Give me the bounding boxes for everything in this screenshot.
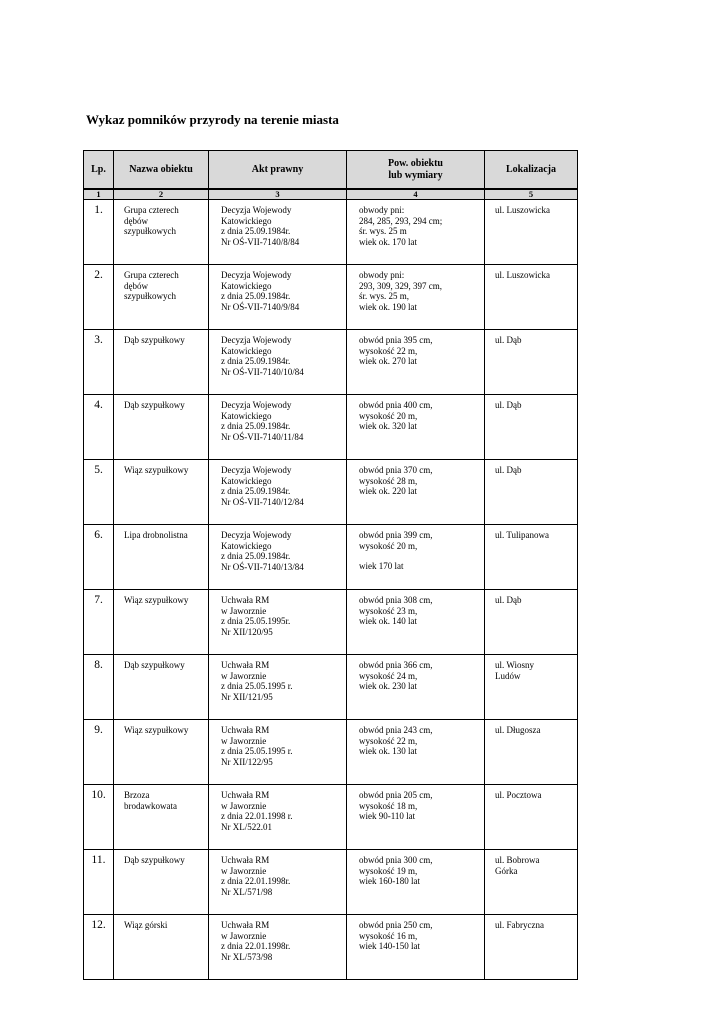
cell-akt-prawny-line: w Jaworznie <box>221 735 267 746</box>
cell-akt-prawny-line: Katowickiego <box>221 280 272 291</box>
cell-lokalizacja-line: Górka <box>495 865 518 876</box>
cell-wymiary-line: wiek ok. 230 lat <box>359 681 417 692</box>
cell-lokalizacja-line: ul. Pocztowa <box>495 790 542 800</box>
cell-akt-prawny-line: Uchwała RM <box>221 920 270 930</box>
cell-akt-prawny-line: z dnia 25.09.1984r. <box>221 291 291 302</box>
cell-wymiary-line: 293, 309, 329, 397 cm, <box>359 280 442 291</box>
cell-akt-prawny-line: z dnia 25.05.1995 r. <box>221 681 293 692</box>
cell-wymiary-line: obwód pnia 399 cm, <box>359 530 433 540</box>
cell-nazwa <box>114 200 209 265</box>
cell-nazwa <box>114 395 209 460</box>
cell-lokalizacja-line: ul. Luszowicka <box>495 205 550 215</box>
cell-wymiary-line: wysokość 23 m, <box>359 605 418 616</box>
cell-akt-prawny-line: Nr OŚ-VII-7140/8/84 <box>221 236 300 247</box>
cell-wymiary <box>347 460 485 525</box>
cell-wymiary <box>347 915 485 980</box>
cell-nazwa <box>114 460 209 525</box>
header-lp: Lp. <box>84 151 114 190</box>
cell-wymiary-line: wiek 90-110 lat <box>359 811 416 822</box>
cell-akt-prawny-line: w Jaworznie <box>221 605 267 616</box>
cell-wymiary-line: wysokość 22 m, <box>359 735 418 746</box>
cell-nazwa-line: Brzoza <box>124 790 150 800</box>
cell-akt-prawny-line: z dnia 22.01.1998r. <box>221 876 291 887</box>
cell-akt-prawny-line: Nr XL/573/98 <box>221 951 273 962</box>
cell-nazwa <box>114 655 209 720</box>
cell-wymiary-line: śr. wys. 25 m, <box>359 291 410 302</box>
cell-nazwa <box>114 265 209 330</box>
cell-wymiary-line: wysokość 20 m, <box>359 410 418 421</box>
cell-lokalizacja-line: ul. Tulipanowa <box>495 530 550 540</box>
cell-akt-prawny-line: z dnia 25.05.1995 r. <box>221 746 293 757</box>
header-lokalizacja: Lokalizacja <box>485 151 578 190</box>
cell-akt-prawny <box>209 850 347 915</box>
cell-akt-prawny-line: Katowickiego <box>221 215 272 226</box>
cell-lokalizacja-line: ul. Fabryczna <box>495 920 544 930</box>
cell-wymiary-line: śr. wys. 25 m <box>359 226 407 237</box>
cell-wymiary-line: wiek ok. 130 lat <box>359 746 417 757</box>
cell-lokalizacja-line: ul. Dąb <box>495 335 522 345</box>
cell-nazwa-line: szypułkowych <box>124 226 176 237</box>
cell-lokalizacja <box>485 720 578 785</box>
cell-akt-prawny-line: Katowickiego <box>221 345 272 356</box>
cell-akt-prawny-line: Decyzja Wojewody <box>221 205 292 215</box>
cell-nazwa-line: Grupa czterech <box>124 205 179 215</box>
cell-wymiary <box>347 330 485 395</box>
cell-wymiary <box>347 525 485 590</box>
header-pow-line1: Pow. obiektu <box>387 157 443 169</box>
cell-wymiary-line: wiek 170 lat <box>359 561 404 572</box>
cell-lokalizacja-line: Ludów <box>495 670 521 681</box>
cell-wymiary-line: obwód pnia 395 cm, <box>359 335 433 345</box>
cell-lokalizacja <box>485 265 578 330</box>
cell-wymiary <box>347 265 485 330</box>
cell-akt-prawny-line: z dnia 25.09.1984r. <box>221 356 291 367</box>
cell-akt-prawny-line: Decyzja Wojewody <box>221 270 292 280</box>
cell-akt-prawny-line: Decyzja Wojewody <box>221 335 292 345</box>
cell-wymiary-line: 284, 285, 293, 294 cm; <box>359 215 443 226</box>
cell-wymiary <box>347 785 485 850</box>
cell-nazwa-line: dębów <box>124 215 148 226</box>
cell-akt-prawny <box>209 330 347 395</box>
cell-nazwa-line: Lipa drobnolistna <box>124 530 188 540</box>
table-row <box>84 395 578 460</box>
cell-akt-prawny-line: Nr XII/122/95 <box>221 756 273 767</box>
cell-nazwa-line: Wiąz szypułkowy <box>124 465 189 475</box>
cell-akt-prawny-line: w Jaworznie <box>221 800 267 811</box>
cell-lokalizacja-line: ul. Dąb <box>495 400 522 410</box>
cell-wymiary-line: wysokość 24 m, <box>359 670 418 681</box>
header-pow <box>347 151 485 190</box>
cell-wymiary-line: wysokość 16 m, <box>359 930 418 941</box>
cell-lokalizacja <box>485 785 578 850</box>
cell-lp: 11. <box>84 850 114 915</box>
cell-akt-prawny-line: Nr XII/120/95 <box>221 626 273 637</box>
cell-nazwa <box>114 850 209 915</box>
cell-nazwa-line: szypułkowych <box>124 291 176 302</box>
cell-lp: 4. <box>84 395 114 460</box>
cell-akt-prawny-line: Uchwała RM <box>221 660 270 670</box>
cell-akt-prawny-line: Uchwała RM <box>221 595 270 605</box>
cell-akt-prawny-line: w Jaworznie <box>221 865 267 876</box>
cell-nazwa-line: Wiąz szypułkowy <box>124 595 189 605</box>
cell-akt-prawny-line: Decyzja Wojewody <box>221 530 292 540</box>
column-number: 1 <box>84 189 114 200</box>
cell-wymiary <box>347 395 485 460</box>
cell-lokalizacja <box>485 850 578 915</box>
cell-nazwa <box>114 915 209 980</box>
cell-wymiary-line: wiek 160-180 lat <box>359 876 420 887</box>
cell-wymiary-line: wysokość 18 m, <box>359 800 418 811</box>
cell-akt-prawny-line: Nr XL/571/98 <box>221 886 273 897</box>
cell-akt-prawny <box>209 525 347 590</box>
cell-lokalizacja <box>485 655 578 720</box>
cell-nazwa-line: Grupa czterech <box>124 270 179 280</box>
cell-wymiary-line: wiek ok. 190 lat <box>359 301 417 312</box>
cell-lokalizacja <box>485 590 578 655</box>
cell-lokalizacja <box>485 200 578 265</box>
cell-nazwa-line: Dąb szypułkowy <box>124 335 185 345</box>
cell-wymiary-line: wiek ok. 220 lat <box>359 486 417 497</box>
header-akt: Akt prawny <box>209 151 347 190</box>
cell-lp: 10. <box>84 785 114 850</box>
table-row <box>84 590 578 655</box>
table-row <box>84 915 578 980</box>
cell-nazwa-line: Wiąz szypułkowy <box>124 725 189 735</box>
cell-akt-prawny-line: w Jaworznie <box>221 930 267 941</box>
cell-akt-prawny-line: Uchwała RM <box>221 855 270 865</box>
header-nazwa: Nazwa obiektu <box>114 151 209 190</box>
document-title: Wykaz pomników przyrody na terenie miasta <box>86 112 339 127</box>
cell-akt-prawny <box>209 655 347 720</box>
cell-akt-prawny-line: z dnia 22.01.1998r. <box>221 941 291 952</box>
cell-lp: 7. <box>84 590 114 655</box>
cell-akt-prawny-line: Nr OŚ-VII-7140/11/84 <box>221 431 304 442</box>
table-row <box>84 460 578 525</box>
cell-akt-prawny-line: w Jaworznie <box>221 670 267 681</box>
cell-lp: 1. <box>84 200 114 265</box>
cell-lp: 8. <box>84 655 114 720</box>
cell-wymiary-line: obwody pni: <box>359 270 405 280</box>
cell-akt-prawny <box>209 785 347 850</box>
cell-lp: 5. <box>84 460 114 525</box>
cell-akt-prawny-line: z dnia 25.09.1984r. <box>221 551 291 562</box>
cell-lokalizacja-line: ul. Dąb <box>495 595 522 605</box>
cell-wymiary <box>347 200 485 265</box>
table-body <box>84 200 578 980</box>
cell-wymiary-line: wiek ok. 170 lat <box>359 236 417 247</box>
cell-akt-prawny-line: Nr OŚ-VII-7140/10/84 <box>221 366 304 377</box>
cell-wymiary-line: obwód pnia 308 cm, <box>359 595 433 605</box>
cell-nazwa-line: dębów <box>124 280 148 291</box>
table-row <box>84 200 578 265</box>
column-number: 3 <box>209 189 347 200</box>
cell-wymiary-line: obwód pnia 250 cm, <box>359 920 433 930</box>
cell-akt-prawny <box>209 395 347 460</box>
cell-nazwa-line: Dąb szypułkowy <box>124 660 185 670</box>
table-row <box>84 850 578 915</box>
cell-lokalizacja-line: ul. Dąb <box>495 465 522 475</box>
cell-lokalizacja-line: ul. Wiosny <box>495 660 534 670</box>
column-number: 2 <box>114 189 209 200</box>
cell-wymiary <box>347 720 485 785</box>
cell-wymiary <box>347 655 485 720</box>
cell-wymiary-line: wiek ok. 140 lat <box>359 616 417 627</box>
cell-akt-prawny-line: z dnia 25.09.1984r. <box>221 421 291 432</box>
cell-wymiary-line: wysokość 28 m, <box>359 475 418 486</box>
cell-nazwa <box>114 785 209 850</box>
cell-lokalizacja <box>485 460 578 525</box>
cell-akt-prawny-line: Uchwała RM <box>221 790 270 800</box>
table-row <box>84 655 578 720</box>
cell-nazwa-line: brodawkowata <box>124 800 177 811</box>
cell-nazwa <box>114 590 209 655</box>
cell-wymiary-line: wysokość 22 m, <box>359 345 418 356</box>
cell-akt-prawny-line: Nr OŚ-VII-7140/9/84 <box>221 301 300 312</box>
cell-akt-prawny <box>209 590 347 655</box>
cell-lokalizacja <box>485 525 578 590</box>
monuments-table <box>83 150 578 980</box>
cell-wymiary-line: wiek ok. 320 lat <box>359 421 417 432</box>
cell-wymiary-line: obwód pnia 205 cm, <box>359 790 433 800</box>
cell-akt-prawny-line: z dnia 25.05.1995r. <box>221 616 291 627</box>
cell-lokalizacja-line: ul. Długosza <box>495 725 541 735</box>
cell-akt-prawny-line: Katowickiego <box>221 540 272 551</box>
cell-akt-prawny-line: Katowickiego <box>221 410 272 421</box>
cell-wymiary-line: obwód pnia 366 cm, <box>359 660 433 670</box>
cell-wymiary-line: obwody pni: <box>359 205 405 215</box>
cell-akt-prawny <box>209 200 347 265</box>
cell-akt-prawny-line: Nr XL/522.01 <box>221 821 272 832</box>
cell-nazwa <box>114 525 209 590</box>
cell-akt-prawny <box>209 915 347 980</box>
header-pow-line2: lub wymiary <box>388 169 443 181</box>
cell-lokalizacja-line: ul. Luszowicka <box>495 270 550 280</box>
cell-wymiary-line: wiek ok. 270 lat <box>359 356 417 367</box>
table-row <box>84 330 578 395</box>
cell-akt-prawny-line: z dnia 22.01.1998 r. <box>221 811 293 822</box>
cell-nazwa-line: Dąb szypułkowy <box>124 855 185 865</box>
cell-nazwa <box>114 720 209 785</box>
column-number: 4 <box>347 189 485 200</box>
cell-lokalizacja <box>485 395 578 460</box>
cell-akt-prawny-line: z dnia 25.09.1984r. <box>221 226 291 237</box>
cell-akt-prawny <box>209 265 347 330</box>
cell-wymiary-line: obwód pnia 370 cm, <box>359 465 433 475</box>
cell-lp: 9. <box>84 720 114 785</box>
cell-wymiary-line: wysokość 19 m, <box>359 865 418 876</box>
cell-wymiary-line: wiek 140-150 lat <box>359 941 420 952</box>
cell-akt-prawny-line: z dnia 25.09.1984r. <box>221 486 291 497</box>
cell-wymiary-line: obwód pnia 243 cm, <box>359 725 433 735</box>
cell-wymiary-line: obwód pnia 300 cm, <box>359 855 433 865</box>
cell-lp: 3. <box>84 330 114 395</box>
cell-lokalizacja-line: ul. Bobrowa <box>495 855 540 865</box>
cell-lp: 6. <box>84 525 114 590</box>
cell-lp: 2. <box>84 265 114 330</box>
cell-wymiary-line: obwód pnia 400 cm, <box>359 400 433 410</box>
cell-wymiary <box>347 850 485 915</box>
cell-nazwa-line: Dąb szypułkowy <box>124 400 185 410</box>
cell-akt-prawny-line: Uchwała RM <box>221 725 270 735</box>
cell-akt-prawny-line: Decyzja Wojewody <box>221 400 292 410</box>
cell-akt-prawny <box>209 460 347 525</box>
table-row <box>84 720 578 785</box>
cell-akt-prawny-line: Katowickiego <box>221 475 272 486</box>
cell-wymiary <box>347 590 485 655</box>
cell-lokalizacja <box>485 330 578 395</box>
cell-nazwa-line: Wiąz górski <box>124 920 168 930</box>
cell-akt-prawny-line: Decyzja Wojewody <box>221 465 292 475</box>
cell-lp: 12. <box>84 915 114 980</box>
table-row <box>84 265 578 330</box>
cell-akt-prawny <box>209 720 347 785</box>
cell-akt-prawny-line: Nr OŚ-VII-7140/13/84 <box>221 561 304 572</box>
table-header-row <box>84 151 578 190</box>
cell-akt-prawny-line: Nr OŚ-VII-7140/12/84 <box>221 496 304 507</box>
cell-nazwa <box>114 330 209 395</box>
table-row <box>84 785 578 850</box>
column-number: 5 <box>485 189 578 200</box>
column-number-row <box>84 189 578 200</box>
cell-lokalizacja <box>485 915 578 980</box>
table-row <box>84 525 578 590</box>
cell-akt-prawny-line: Nr XII/121/95 <box>221 691 273 702</box>
cell-wymiary-line: wysokość 20 m, <box>359 540 418 551</box>
